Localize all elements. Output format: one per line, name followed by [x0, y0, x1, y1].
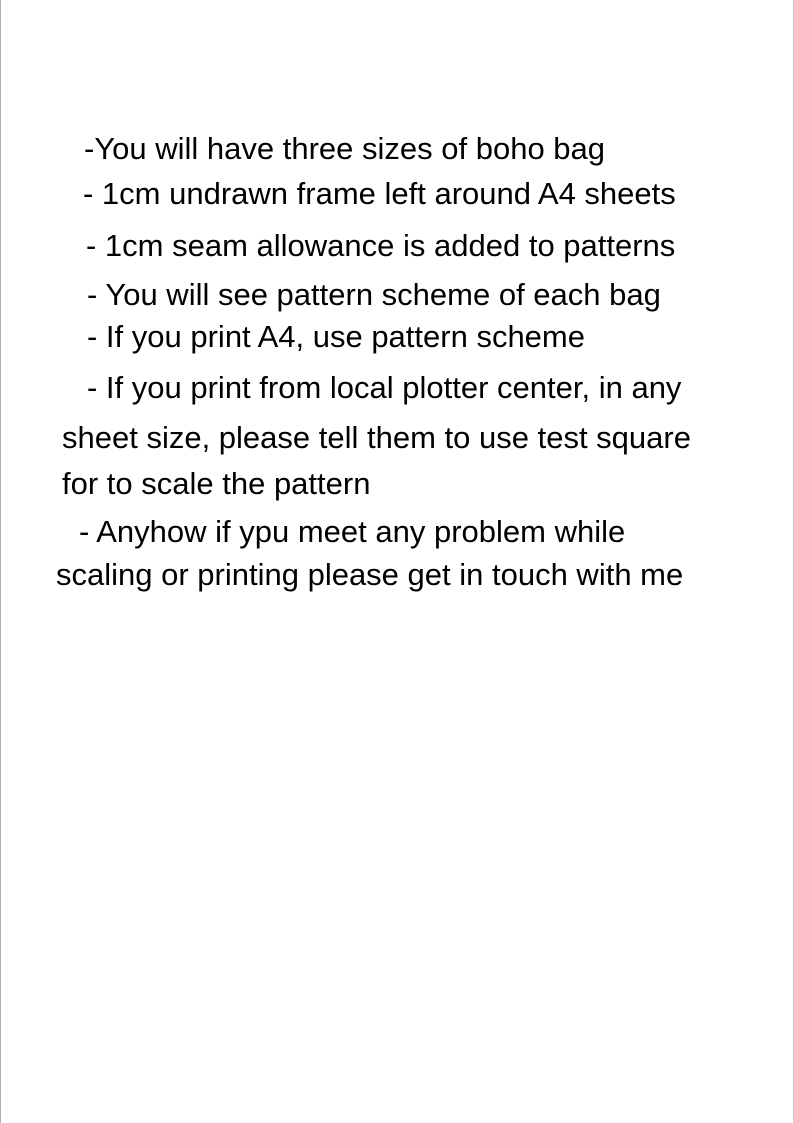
- info-line-pattern-scheme: - You will see pattern scheme of each bag: [87, 277, 661, 312]
- info-line-problem-1: - Anyhow if ypu meet any problem while: [79, 514, 626, 549]
- info-line-sizes: -You will have three sizes of boho bag: [84, 131, 606, 166]
- info-line-plotter-2: sheet size, please tell them to use test square: [62, 420, 691, 455]
- info-line-print-a4: - If you print A4, use pattern scheme: [87, 319, 585, 354]
- info-line-plotter-1: - If you print from local plotter center, in any: [87, 370, 682, 405]
- info-line-frame: - 1cm undrawn frame left around A4 sheets: [83, 176, 676, 211]
- info-line-plotter-3: for to scale the pattern: [62, 466, 371, 501]
- info-line-seam-allowance: - 1cm seam allowance is added to patterns: [86, 228, 676, 263]
- info-line-problem-2: scaling or printing please get in touch with me: [56, 557, 684, 592]
